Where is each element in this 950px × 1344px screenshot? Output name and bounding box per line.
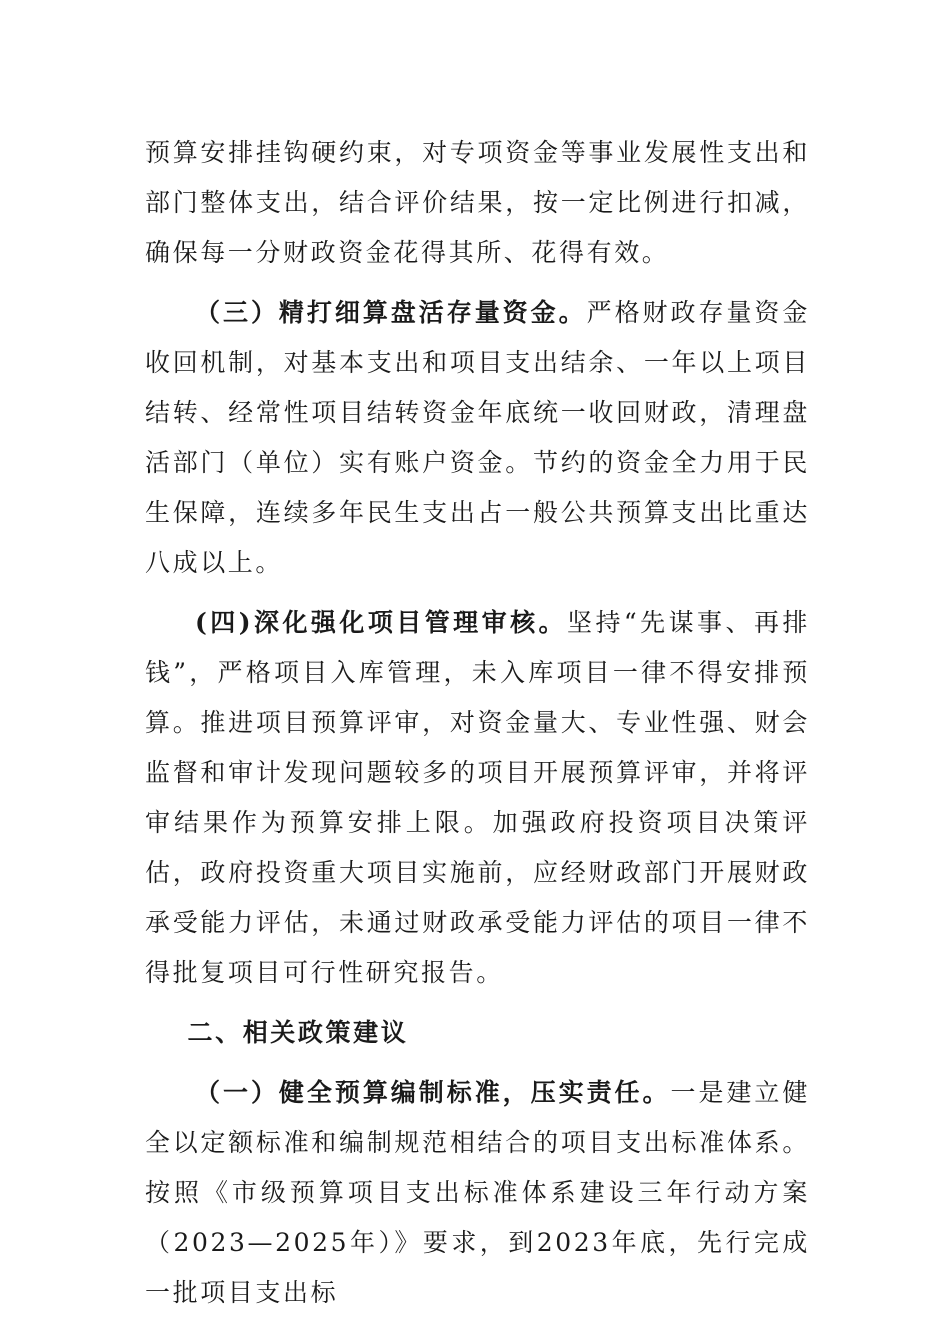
paragraph-section-3 xyxy=(145,288,810,588)
paragraph-section-4 xyxy=(145,598,810,998)
paragraph-text: 严格财政存量资金收回机制，对基本支出和项目支出结余、一年以上项目结转、经常性项目结转资金年底统一收回财政，清理盘活部门（单位）实有账户资金。节约的资金全力用于民生保障，连续多年民生支出占一般公共预算支出比重达八成以上。 xyxy=(145,298,810,577)
paragraph-text: 坚持“先谋事、再排钱”，严格项目入库管理，未入库项目一律不得安排预算。推进项目预算评审，对资金量大、专业性强、财会监督和审计发现问题较多的项目开展预算评审，并将评审结果作为预算安排上限。加强政府投资项目决策评估，政府投资重大项目实施前，应经财政部门开展财政承受能力评估，未通过财政承受能力评估的项目一律不得批复项目可行性研究报告。 xyxy=(145,608,810,987)
paragraph-text: 预算安排挂钩硬约束，对专项资金等事业发展性支出和部门整体支出，结合评价结果，按一定比例进行扣减，确保每一分财政资金花得其所、花得有效。 xyxy=(145,138,810,267)
paragraph-text: 一是建立健全以定额标准和编制规范相结合的项目支出标准体系。按照《市级预算项目支出标准体系建设三年行动方案（2023—2025年）》要求，到2023年底，先行完成一批项目支出标 xyxy=(145,1078,810,1307)
section-lead: (四)深化强化项目管理审核。 xyxy=(195,608,567,637)
paragraph-continuation xyxy=(145,128,810,278)
paragraph-policy-1 xyxy=(145,1068,810,1318)
section-lead: （一）健全预算编制标准，压实责任。 xyxy=(195,1078,671,1107)
section-heading: 二、相关政策建议 xyxy=(187,1018,409,1047)
section-lead: （三）精打细算盘活存量资金。 xyxy=(195,298,587,327)
document-body xyxy=(145,128,810,1328)
